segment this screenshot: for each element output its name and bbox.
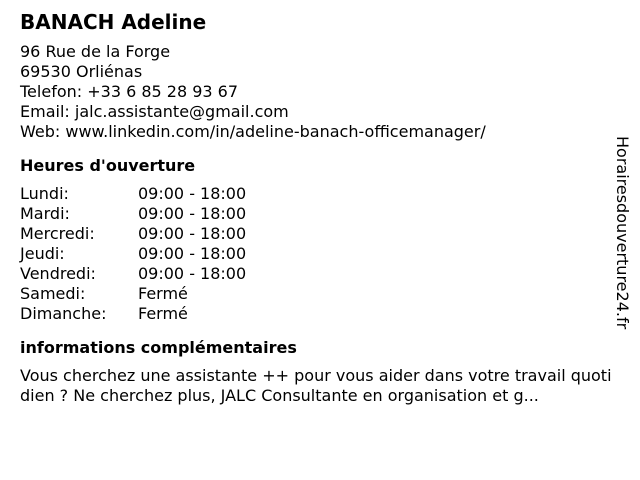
opening-hours-title: Heures d'ouverture (20, 156, 196, 175)
time-value: 09:00 - 18:00 (138, 184, 247, 203)
time-value: 09:00 - 18:00 (138, 224, 247, 243)
business-card (20, 8, 620, 406)
time-value: Fermé (138, 304, 188, 323)
day-label: Lundi: (20, 184, 69, 203)
hours-row-mercredi (20, 224, 620, 244)
hours-row-jeudi (20, 244, 620, 264)
day-label: Vendredi: (20, 264, 96, 283)
hours-row-mardi (20, 204, 620, 224)
site-watermark: Horairesdouverture24.fr (613, 136, 632, 330)
web-line: Web: www.linkedin.com/in/adeline-banach-officemanager/ (20, 122, 486, 141)
time-value: Fermé (138, 284, 188, 303)
email-line: Email: jalc.assistante@gmail.com (20, 102, 289, 121)
day-label: Dimanche: (20, 304, 107, 323)
hours-row-samedi (20, 284, 620, 304)
hours-row-dimanche (20, 304, 620, 324)
additional-info-title: informations complémentaires (20, 338, 297, 357)
day-label: Mardi: (20, 204, 70, 223)
time-value: 09:00 - 18:00 (138, 264, 247, 283)
hours-row-vendredi (20, 264, 620, 284)
opening-hours-table (20, 184, 620, 324)
address-city: 69530 Orliénas (20, 62, 143, 81)
day-label: Mercredi: (20, 224, 95, 243)
phone-line: Telefon: +33 6 85 28 93 67 (20, 82, 239, 101)
business-name: BANACH Adeline (20, 10, 207, 34)
hours-row-lundi (20, 184, 620, 204)
additional-info-text: Vous cherchez une assistante ++ pour vous aider dans votre travail quotidien ? Ne cherchez plus, JALC Consultante en organisation et g... (20, 366, 612, 405)
address-street: 96 Rue de la Forge (20, 42, 171, 61)
time-value: 09:00 - 18:00 (138, 244, 247, 263)
day-label: Jeudi: (20, 244, 65, 263)
day-label: Samedi: (20, 284, 86, 303)
time-value: 09:00 - 18:00 (138, 204, 247, 223)
